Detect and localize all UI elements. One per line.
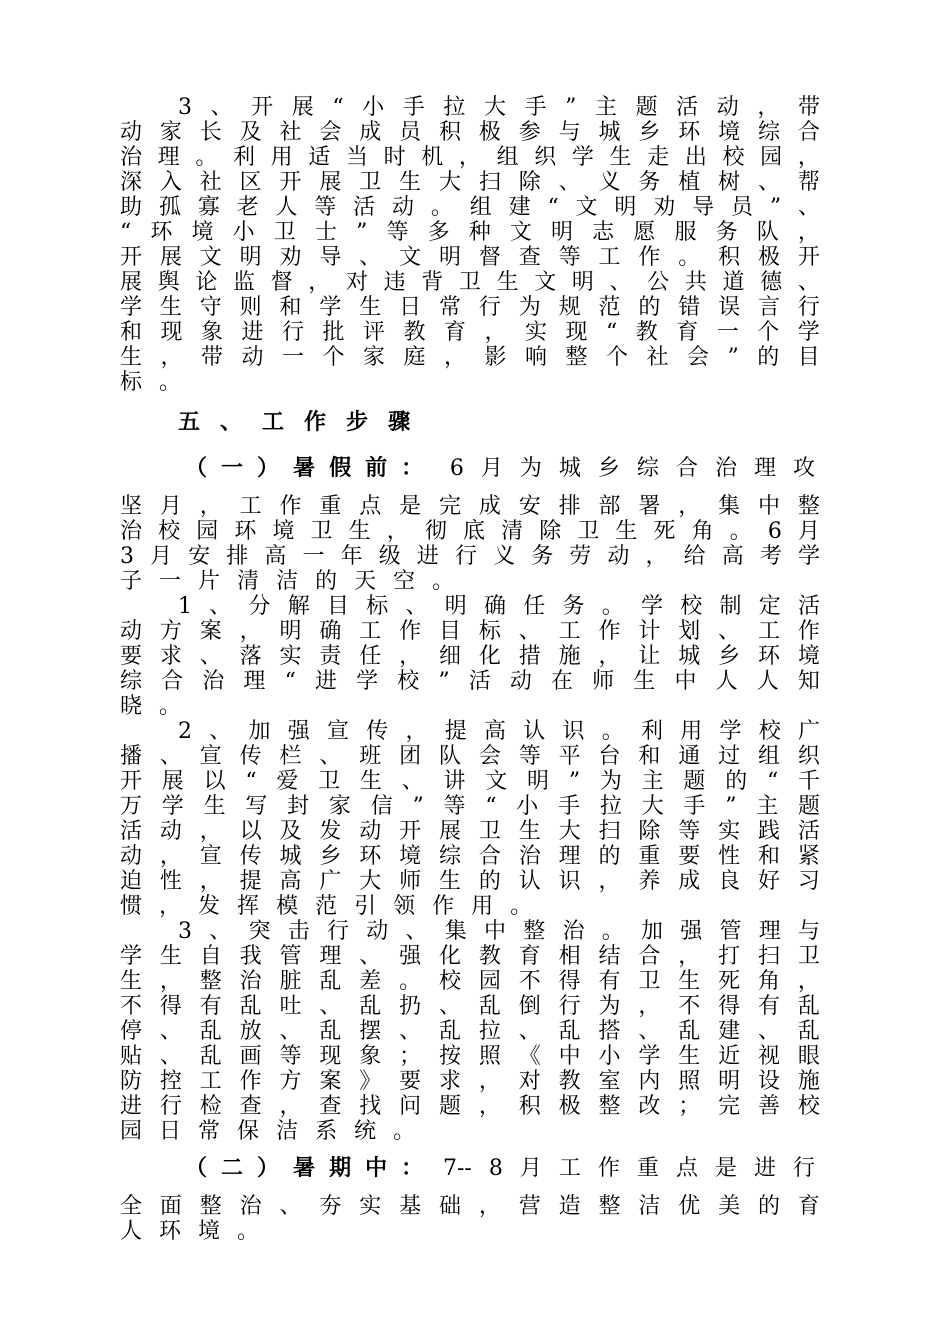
text-line: 学 生 守 则 和 学 生 日 常 行 为 规 范 的 错 误 言 行 xyxy=(120,295,820,320)
text-line: 开 展 以 “ 爱 卫 生 、 讲 文 明 ” 为 主 题 的 “ 千 xyxy=(120,769,820,794)
text-line: 子 一 片 清 洁 的 天 空 。 xyxy=(120,569,455,594)
phase-first-line: 6 月 为 城 乡 综 合 治 理 攻 xyxy=(449,456,815,481)
text-line: 2 、 加 强 宣 传 ， 提 高 认 识 。 利 用 学 校 广 xyxy=(178,719,820,744)
text-line: 动 ， 宣 传 城 乡 环 境 综 合 治 理 的 重 要 性 和 紧 xyxy=(120,844,820,869)
text-line: 学 生 自 我 管 理 、 强 化 教 育 相 结 合 ， 打 扫 卫 xyxy=(120,944,820,969)
text-line: 要 求 、 落 实 责 任 ， 细 化 措 施 ， 让 城 乡 环 境 xyxy=(120,644,820,669)
text-line: 晓 。 xyxy=(120,694,182,719)
text-line: 治 校 园 环 境 卫 生 ， 彻 底 清 除 卫 生 死 角 。 6 月 xyxy=(120,519,820,544)
phase-first-line: 7-- 8 月 工 作 重 点 是 进 行 xyxy=(443,1156,815,1181)
text-line: 生 ， 带 动 一 个 家 庭 ， 影 响 整 个 社 会 ” 的 目 xyxy=(120,345,820,370)
text-line: 园 日 常 保 洁 系 统 。 xyxy=(120,1119,416,1144)
phase-heading xyxy=(185,456,815,481)
text-line: 3 月 安 排 高 一 年 级 进 行 义 务 劳 动 ， 给 高 考 学 xyxy=(120,544,820,569)
text-line: 全 面 整 治 、 夯 实 基 础 ， 营 造 整 洁 优 美 的 育 xyxy=(120,1194,820,1219)
text-line: 坚 月 ， 工 作 重 点 是 完 成 安 排 部 署 ， 集 中 整 xyxy=(120,494,820,519)
text-line: 贴 、 乱 画 等 现 象 ； 按 照 《 中 小 学 生 近 视 眼 xyxy=(120,1044,820,1069)
text-line: 迫 性 ， 提 高 广 大 师 生 的 认 识 ， 养 成 良 好 习 xyxy=(120,869,820,894)
text-line: 防 控 工 作 方 案 》 要 求 ， 对 教 室 内 照 明 设 施 xyxy=(120,1069,820,1094)
text-line: 惯 ， 发 挥 模 范 引 领 作 用 。 xyxy=(120,894,533,919)
text-line: “ 环 境 小 卫 士 ” 等 多 种 文 明 志 愿 服 务 队 ， xyxy=(120,220,820,245)
phase-heading xyxy=(185,1156,815,1181)
text-line: 3 、 突 击 行 动 、 集 中 整 治 。 加 强 管 理 与 xyxy=(178,919,820,944)
text-line: 治 理 。 利 用 适 当 时 机 ， 组 织 学 生 走 出 校 园 ， xyxy=(120,145,820,170)
text-line: 不 得 有 乱 吐 、 乱 扔 、 乱 倒 行 为 ， 不 得 有 乱 xyxy=(120,994,820,1019)
text-line: 停 、 乱 放 、 乱 摆 、 乱 拉 、 乱 搭 、 乱 建 、 乱 xyxy=(120,1019,820,1044)
phase-label: （ 二 ） 暑 期 中 ： xyxy=(185,1155,424,1181)
text-line: 1 、 分 解 目 标 、 明 确 任 务 。 学 校 制 定 活 xyxy=(178,594,820,619)
text-line: 进 行 检 查 ， 查 找 问 题 ， 积 极 整 改 ； 完 善 校 xyxy=(120,1094,820,1119)
text-line: 播 、 宣 传 栏 、 班 团 队 会 等 平 台 和 通 过 组 织 xyxy=(120,744,820,769)
text-line: 动 家 长 及 社 会 成 员 积 极 参 与 城 乡 环 境 综 合 xyxy=(120,120,820,145)
text-line: 动 方 案 ， 明 确 工 作 目 标 、 工 作 计 划 、 工 作 xyxy=(120,619,820,644)
text-line: 开 展 文 明 劝 导 、 文 明 督 查 等 工 作 。 积 极 开 xyxy=(120,245,820,270)
phase-label: （ 一 ） 暑 假 前 ： xyxy=(185,455,424,481)
text-line: 综 合 治 理 “ 进 学 校 ” 活 动 在 师 生 中 人 人 知 xyxy=(120,669,820,694)
text-line: 活 动 ， 以 及 发 动 开 展 卫 生 大 扫 除 等 实 践 活 xyxy=(120,819,820,844)
text-line: 人 环 境 。 xyxy=(120,1219,260,1244)
text-line: 生 ， 整 治 脏 乱 差 。 校 园 不 得 有 卫 生 死 角 ， xyxy=(120,969,820,994)
text-line: 3 、 开 展 “ 小 手 拉 大 手 ” 主 题 活 动 ， 带 xyxy=(178,95,820,120)
section-heading: 五 、 工 作 步 骤 xyxy=(178,409,411,435)
text-line: 展 舆 论 监 督 ， 对 违 背 卫 生 文 明 、 公 共 道 德 、 xyxy=(120,270,820,295)
text-line: 万 学 生 写 封 家 信 ” 等 “ 小 手 拉 大 手 ” 主 题 xyxy=(120,794,820,819)
text-line: 深 入 社 区 开 展 卫 生 大 扫 除 、 义 务 植 树 、 帮 xyxy=(120,170,820,195)
text-line: 和 现 象 进 行 批 评 教 育 ， 实 现 “ 教 育 一 个 学 xyxy=(120,320,820,345)
text-line: 标 。 xyxy=(120,370,182,395)
text-line: 助 孤 寡 老 人 等 活 动 。 组 建 “ 文 明 劝 导 员 ” 、 xyxy=(120,195,820,220)
